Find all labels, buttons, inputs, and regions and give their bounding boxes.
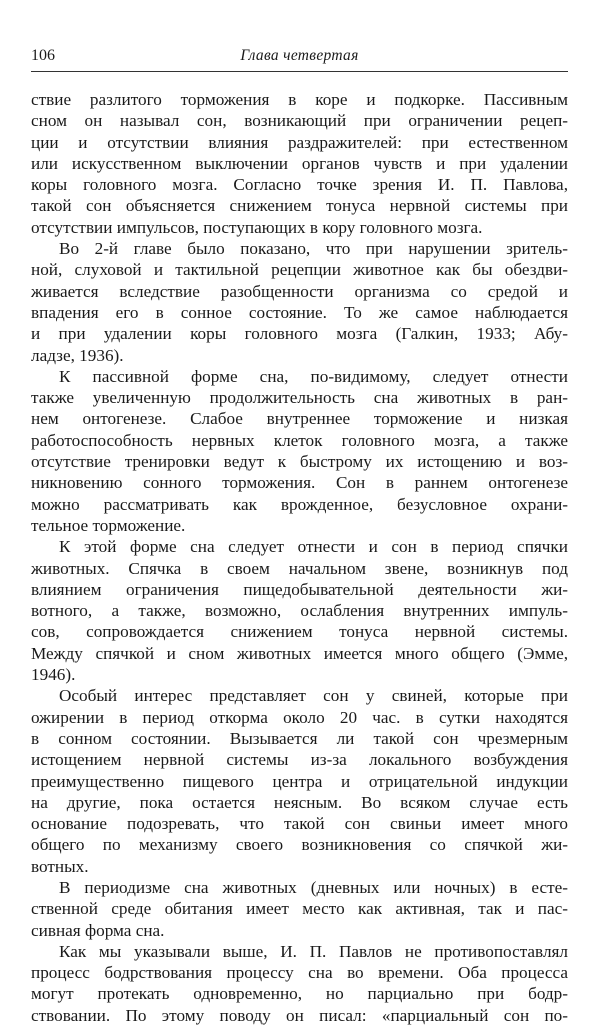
text-line: на другие, пока остается неясным. Во всяком случае есть [31, 792, 568, 812]
text-line: впадения его в сонное состояние. То же самое наблюдается [31, 302, 568, 322]
text-line: отсутствии импульсов, поступающих в кору головного мозга. [31, 217, 483, 237]
text-line: сов, сопровождается снижением тонуса нервной системы. [31, 622, 568, 642]
paragraph-first-line: К пассивной форме сна, по-видимому, следует отнести [59, 366, 568, 386]
text-line: никновению сонного торможения. Сон в раннем онтогенезе [31, 473, 568, 493]
text-line: ции и отсутствии влияния раздражителей: при естественном [31, 132, 568, 152]
text-line: работоспособность нервных клеток головного мозга, а также [31, 430, 568, 450]
text-line: общего по механизму своего возникновения со спячкой жи- [31, 835, 568, 855]
text-line: тельное торможение. [31, 515, 186, 535]
paragraph-first-line: Особый интерес представляет сон у свиней, которые при [59, 686, 568, 706]
header-rule [31, 71, 568, 72]
text-line: отсутствие тренировки ведут к быстрому их истощению и воз- [31, 452, 568, 472]
text-line: сивная форма сна. [31, 920, 165, 940]
text-line: процесс бодрствования процессу сна во времени. Оба процесса [31, 963, 568, 983]
text-line: можно рассматривать как врожденное, безусловное охрани- [31, 494, 568, 514]
text-line: коры головного мозга. Согласно точке зрения И. П. Павлова, [31, 175, 568, 195]
text-line: также увеличенную продолжительность сна животных в ран- [31, 388, 568, 408]
text-line: истощением нервной системы из-за локального возбуждения [31, 750, 568, 770]
text-line: ожирении в период откорма около 20 час. в сутки находятся [31, 707, 568, 727]
text-line: могут протекать одновременно, но парциально при бодр- [31, 984, 568, 1004]
text-line: в сонном состоянии. Вызывается ли такой сон чрезмерным [31, 728, 568, 748]
text-line: вотного, а также, возможно, ослабления внутренних импуль- [31, 601, 568, 621]
paragraph-first-line: Во 2-й главе было показано, что при нарушении зритель- [59, 239, 568, 259]
text-line: и при удалении коры головного мозга (Галкин, 1933; Абу- [31, 324, 568, 344]
text-line: животных. Спячка в своем начальном звене, возникнув под [31, 558, 568, 578]
text-line: Между спячкой и сном животных имеется много общего (Эмме, [31, 643, 568, 663]
paragraph-first-line: Как мы указывали выше, И. П. Павлов не противопоставлял [59, 941, 568, 961]
text-line: ладзе, 1936). [31, 345, 124, 365]
text-line: ственной среде обитания имеет место как активная, так и пас- [31, 899, 568, 919]
page-header [31, 47, 568, 67]
text-line: ствовании. По этому поводу он писал: «парциальный сон по- [31, 1005, 568, 1025]
text-line: нем онтогенезе. Слабое внутреннее торможение и низкая [31, 409, 568, 429]
body-text [31, 89, 568, 1026]
text-line: ствие разлитого торможения в коре и подкорке. Пассивным [31, 90, 568, 109]
text-line: или искусственном выключении органов чувств и при удалении [31, 153, 568, 173]
text-line: ной, слуховой и тактильной рецепции животное как бы обездви- [31, 260, 568, 280]
running-title: Глава четвертая [240, 47, 359, 64]
paragraph-first-line: К этой форме сна следует отнести и сон в период спячки [59, 537, 568, 557]
page-number: 106 [31, 47, 55, 64]
text-line: такой сон объясняется снижением тонуса нервной системы при [31, 196, 568, 216]
text-line: 1946). [31, 665, 76, 685]
text-line: преимущественно пищевого центра и отрицательной индукции [31, 771, 568, 791]
text-line: живается вследствие разобщенности организма со средой и [31, 281, 568, 301]
paragraph-first-line: В периодизме сна животных (дневных или ночных) в есте- [59, 877, 568, 897]
text-line: сном он называл сон, возникающий при ограничении рецеп- [31, 111, 568, 131]
text-line: вотных. [31, 856, 89, 876]
text-line: влиянием ограничения пищедобывательной деятельности жи- [31, 579, 568, 599]
text-line: основание подозревать, что такой сон свиньи имеет много [31, 814, 568, 834]
